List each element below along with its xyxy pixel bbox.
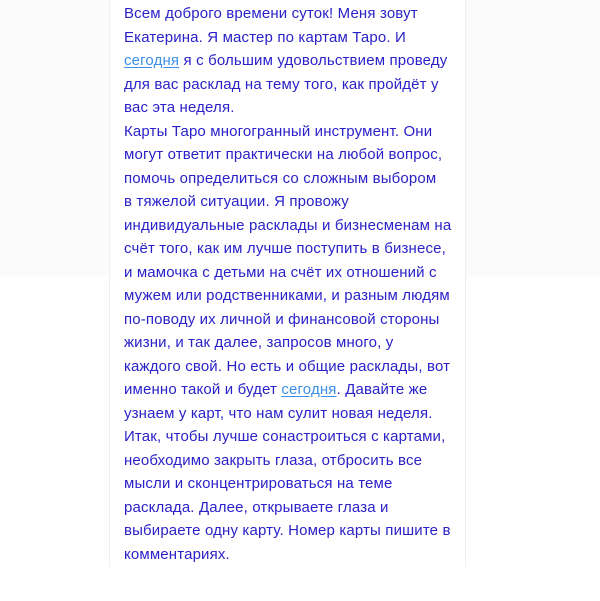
left-margin-panel xyxy=(0,0,109,276)
text-line xyxy=(124,261,464,285)
right-margin-panel xyxy=(464,0,600,276)
text-fragment: вас эта неделя. xyxy=(124,99,235,116)
text-fragment: необходимо закрыть глаза, отбросить все xyxy=(124,451,423,469)
text-line xyxy=(124,237,464,261)
text-line xyxy=(124,167,464,191)
text-line xyxy=(124,26,464,50)
text-fragment: жизни, и так далее, запросов много, у xyxy=(124,334,394,351)
text-line xyxy=(124,49,464,73)
text-fragment: . Давайте же xyxy=(336,381,428,398)
article-text xyxy=(124,2,464,566)
text-line xyxy=(124,120,464,144)
text-fragment: индивидуальные расклады и бизнесменам на xyxy=(124,216,452,234)
text-fragment: Всем доброго времени суток! Меня зовут xyxy=(124,5,418,22)
text-fragment: Карты Таро многогранный инструмент. Они xyxy=(124,122,433,140)
text-fragment: расклада. Далее, открываете глаза и xyxy=(124,498,389,516)
text-fragment: я с большим удовольствием проведу xyxy=(179,52,448,69)
today-link[interactable]: сегодня xyxy=(281,381,337,398)
text-line xyxy=(124,284,464,308)
text-fragment: именно такой и будет xyxy=(124,381,282,398)
text-fragment: по-поводу их личной и финансовой стороны xyxy=(124,310,440,328)
text-line xyxy=(124,2,464,26)
text-line xyxy=(124,496,464,520)
text-fragment: мужем или родственниками, и разным людям xyxy=(124,287,450,304)
text-line xyxy=(124,449,464,473)
text-fragment: Екатерина. Я мастер по картам Таро. И xyxy=(124,28,406,46)
text-fragment: могут ответит практически на любой вопрос, xyxy=(124,146,443,163)
text-line xyxy=(124,519,464,543)
text-line xyxy=(124,355,464,379)
text-fragment: в тяжелой ситуации. Я провожу xyxy=(124,193,349,210)
text-line xyxy=(124,402,464,426)
text-line xyxy=(124,425,464,449)
text-fragment: узнаем у карт, что нам сулит новая неделя. xyxy=(124,404,433,422)
text-line xyxy=(124,543,464,567)
text-line xyxy=(124,308,464,332)
text-line xyxy=(124,143,464,167)
text-line xyxy=(124,190,464,214)
today-link[interactable]: сегодня xyxy=(124,52,180,69)
text-fragment: и мамочка с детьми на счёт их отношений с xyxy=(124,263,437,281)
text-fragment: комментариях. xyxy=(124,545,230,563)
text-line xyxy=(124,331,464,355)
text-fragment: мысли и сконцентрироваться на теме xyxy=(124,475,393,492)
text-fragment: выбираете одну карту. Номер карты пишите в xyxy=(124,522,451,539)
text-fragment: помочь определиться со сложным выбором xyxy=(124,169,437,187)
text-fragment: Итак, чтобы лучше сонастроиться с картами, xyxy=(124,428,446,445)
text-line xyxy=(124,96,464,120)
text-fragment: счёт того, как им лучше поступить в бизнесе, xyxy=(124,240,446,257)
text-line xyxy=(124,472,464,496)
text-line xyxy=(124,214,464,238)
text-line xyxy=(124,378,464,402)
text-fragment: для вас расклад на тему того, как пройдёт у xyxy=(124,75,439,93)
text-fragment: каждого свой. Но есть и общие расклады, вот xyxy=(124,357,451,375)
text-line xyxy=(124,73,464,97)
